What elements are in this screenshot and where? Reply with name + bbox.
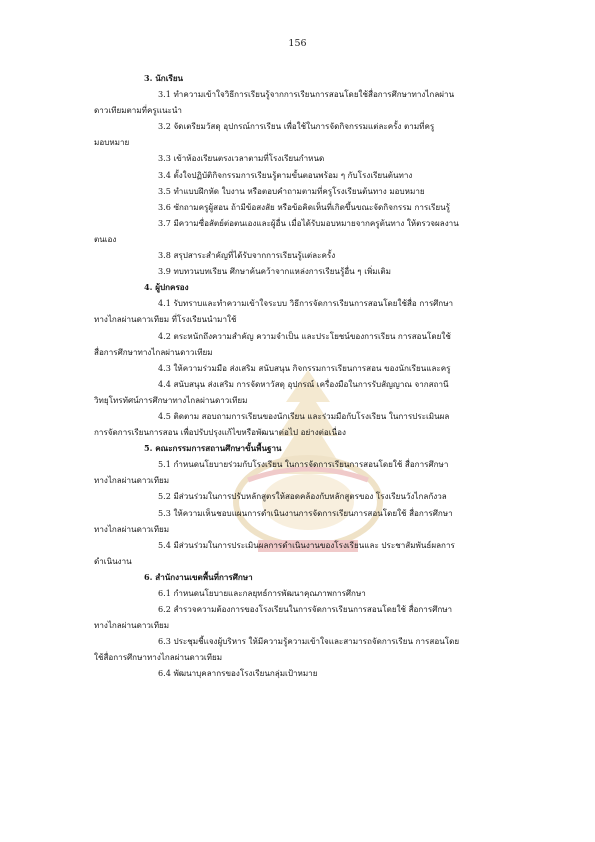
list-item-line: 6.3 ประชุมชี้แจงผู้บริหาร ให้มีความรู้ความเข้าใจและสามารถจัดการเรียน การสอนโดย <box>158 636 460 647</box>
continuation-line: ใช้สื่อการศึกษาทางไกลผ่านดาวเทียม <box>94 652 223 663</box>
section-heading: 3. นักเรียน <box>144 73 184 83</box>
continuation-line: ทางไกลผ่านดาวเทียม <box>94 523 170 534</box>
list-item-line: 3.1 ทำความเข้าใจวิธีการเรียนรู้จากการเรียนการสอนโดยใช้สื่อการศึกษาทางไกลผ่าน <box>158 89 455 100</box>
list-item-line: 3.4 ตั้งใจปฏิบัติกิจกรรมการเรียนรู้ตามขั้นตอนพร้อม ๆ กับโรงเรียนต้นทาง <box>158 169 413 180</box>
list-item-line: 4.2 ตระหนักถึงความสำคัญ ความจำเป็น และประโยชน์ของการเรียน การสอนโดยใช้ <box>158 330 451 341</box>
list-item-line: 5.2 มีส่วนร่วมในการปรับหลักสูตรให้สอดคล้องกับหลักสูตรของ โรงเรียนวังไกลกังวล <box>158 491 447 502</box>
list-item-line: 4.4 สนับสนุน ส่งเสริม การจัดหาวัสดุ อุปกรณ์ เครื่องมือในการรับสัญญาณ จากสถานี <box>158 378 449 389</box>
list-item-line: 5.4 มีส่วนร่วมในการประเมินผลการดำเนินงานของโรงเรียนและ ประชาสัมพันธ์ผลการ <box>158 539 455 550</box>
list-item-line: 3.7 มีความซื่อสัตย์ต่อตนเองและผู้อื่น เมื่อได้รับมอบหมายจากครูต้นทาง ให้ตรวจผลงาน <box>158 217 459 228</box>
list-item-line: 3.5 ทำแบบฝึกหัด ใบงาน หรือตอบคำถามตามที่ครูโรงเรียนต้นทาง มอบหมาย <box>158 185 425 196</box>
list-item-line: 5.1 กำหนดนโยบายร่วมกับโรงเรียน ในการจัดการเรียนการสอนโดยใช้ สื่อการศึกษา <box>158 459 449 470</box>
list-item-line: 3.9 ทบทวนบทเรียน ศึกษาค้นคว้าจากแหล่งการเรียนรู้อื่น ๆ เพิ่มเติม <box>158 266 391 277</box>
continuation-line: มอบหมาย <box>94 137 130 148</box>
page-number: 156 <box>288 38 307 49</box>
section-heading: 5. คณะกรรมการสถานศึกษาขั้นพื้นฐาน <box>144 443 282 454</box>
list-item-line: 3.3 เข้าห้องเรียนตรงเวลาตามที่โรงเรียนกำหนด <box>158 153 325 164</box>
list-item-line: 5.3 ให้ความเห็นชอบแผนการดำเนินงานการจัดการเรียนการสอนโดยใช้ สื่อการศึกษา <box>158 507 453 518</box>
list-item-line: 3.8 สรุปสาระสำคัญที่ได้รับจากการเรียนรู้แต่ละครั้ง <box>158 250 336 261</box>
list-item-line: 4.1 รับทราบและทำความเข้าใจระบบ วิธีการจัดการเรียนการสอนโดยใช้สื่อ การศึกษา <box>158 298 454 309</box>
section-heading: 6. สำนักงานเขตพื้นที่การศึกษา <box>144 571 253 582</box>
continuation-line: การจัดการเรียนการสอน เพื่อปรับปรุงแก้ไขหรือพัฒนาต่อไป อย่างต่อเนื่อง <box>94 427 346 438</box>
document-body <box>94 70 526 682</box>
continuation-line: วิทยุโทรทัศน์การศึกษาทางไกลผ่านดาวเทียม <box>94 394 248 405</box>
continuation-line: ทางไกลผ่านดาวเทียม <box>94 620 170 631</box>
list-item-line: 6.1 กำหนดนโยบายและกลยุทธ์การพัฒนาคุณภาพการศึกษา <box>158 588 366 598</box>
list-item-line: 3.2 จัดเตรียมวัสดุ อุปกรณ์การเรียน เพื่อใช้ในการจัดกิจกรรมแต่ละครั้ง ตามที่ครู <box>158 121 435 132</box>
continuation-line: ตนเอง <box>94 233 117 244</box>
list-item-line: 6.4 พัฒนาบุคลากรของโรงเรียนกลุ่มเป้าหมาย <box>158 668 318 679</box>
continuation-line: ดำเนินงาน <box>94 555 132 566</box>
continuation-line: สื่อการศึกษาทางไกลผ่านดาวเทียม <box>94 346 213 357</box>
list-item-line: 4.5 ติดตาม สอบถามการเรียนของนักเรียน และร่วมมือกับโรงเรียน ในการประเมินผล <box>158 410 450 421</box>
section-heading: 4. ผู้ปกครอง <box>144 282 189 293</box>
list-item-line: 6.2 สำรวจความต้องการของโรงเรียนในการจัดการเรียนการสอนโดยใช้ สื่อการศึกษา <box>158 604 453 615</box>
continuation-line: ทางไกลผ่านดาวเทียม <box>94 475 170 486</box>
list-item-line: 3.6 ซักถามครูผู้สอน ถ้ามีข้อสงสัย หรือข้อคิดเห็นที่เกิดขึ้นขณะจัดกิจกรรม การเรียนรู้ <box>158 201 450 212</box>
list-item-line: 4.3 ให้ความร่วมมือ ส่งเสริม สนับสนุน กิจกรรมการเรียนการสอน ของนักเรียนและครู <box>158 362 451 373</box>
continuation-line: ดาวเทียมตามที่ครูแนะนำ <box>94 105 182 116</box>
continuation-line: ทางไกลผ่านดาวเทียม ที่โรงเรียนนำมาใช้ <box>94 314 237 325</box>
